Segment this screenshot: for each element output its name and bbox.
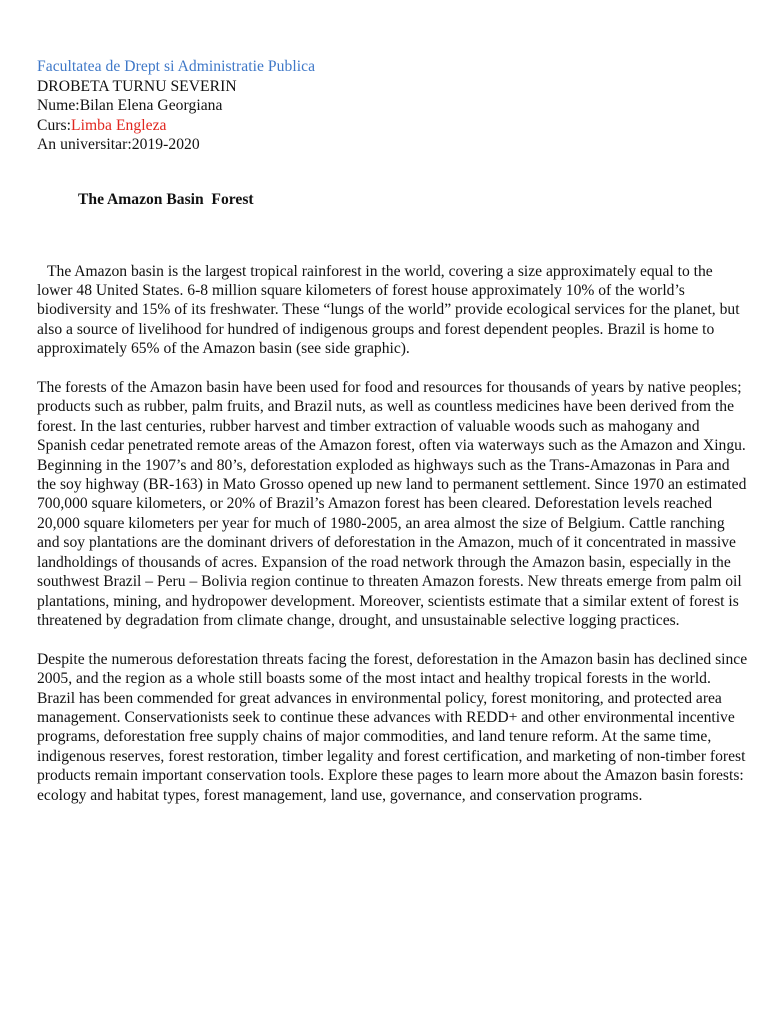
course-value: Limba Engleza bbox=[71, 116, 167, 134]
faculty-name: Facultatea de Drept si Administratie Publica bbox=[37, 58, 316, 75]
academic-year-value: 2019-2020 bbox=[131, 136, 200, 153]
document-header bbox=[37, 57, 750, 155]
city-name: DROBETA TURNU SEVERIN bbox=[37, 77, 237, 95]
academic-year-label: An universitar: bbox=[37, 136, 132, 153]
student-name-value: Bilan Elena Georgiana bbox=[79, 97, 223, 114]
academic-year-line bbox=[37, 135, 750, 155]
student-name-line bbox=[37, 96, 750, 116]
paragraph-2: The forests of the Amazon basin have been used for food and resources for thousands of years by native peoples; products such as rubber, palm fruits, and Brazil nuts, as well as countless medicines have been derived from the forest. In the last centuries, rubber harvest and timber extraction of valuable woods such as mahogany and Spanish cedar penetrated remote areas of the Amazon forest, often via waterways such as the Amazon and Xingu. Beginning in the 1907’s and 80’s, deforestation exploded as highways such as the Trans-Amazonas in Para and the soy highway (BR-163) in Mato Grosso opened up new land to permanent settlement. Since 1970 an estimated 700,000 square kilometers, or 20% of Brazil’s Amazon forest has been cleared. Deforestation levels reached 20,000 square kilometers per year for much of 1980-2005, an area almost the size of Belgium. Cattle ranching and soy plantations are the dominant drivers of deforestation in the Amazon, much of it concentrated in massive landholdings of thousands of acres. Expansion of the road network through the Amazon basin, especially in the southwest Brazil – Peru – Bolivia region continue to threaten Amazon forests. New threats emerge from palm oil plantations, mining, and hydropower development. Moreover, scientists estimate that a similar extent of forest is threatened by degradation from climate change, drought, and unsustainable selective logging practices. bbox=[37, 379, 747, 629]
paragraph-1-text: The Amazon basin is the largest tropical rainforest in the world, covering a size approximately equal to the lower 48 United States. 6-8 million square kilometers of forest house approximately 10% of the world’s biodiversity and 15% of its freshwater. These “lungs of the world” provide ecological services for the planet, but also a source of livelihood for hundred of indigenous groups and forest dependent peoples. Brazil is home to approximately 65% of the Amazon basin (see side graphic). bbox=[37, 262, 740, 358]
course-line bbox=[37, 116, 750, 136]
paragraph-1 bbox=[37, 262, 750, 359]
paragraph-3: Despite the numerous deforestation threats facing the forest, deforestation in the Amazon basin has declined since 2005, and the region as a whole still boasts some of the most intact and healthy tropical forests in the world. Brazil has been commended for great advances in environmental policy, forest monitoring, and protected area management. Conservationists seek to continue these advances with REDD+ and other environmental incentive programs, deforestation free supply chains of major commodities, and land tenure reform. At the same time, indigenous reserves, forest restoration, timber legality and forest certification, and marketing of non-timber forest products remain important conservation tools. Explore these pages to learn more about the Amazon basin forests: ecology and habitat types, forest management, land use, governance, and conservation programs. bbox=[37, 650, 748, 804]
student-name-label: Nume: bbox=[37, 97, 80, 114]
course-label: Curs: bbox=[37, 116, 72, 134]
document-body bbox=[37, 262, 750, 806]
document-title: The Amazon Basin Forest bbox=[78, 190, 254, 208]
